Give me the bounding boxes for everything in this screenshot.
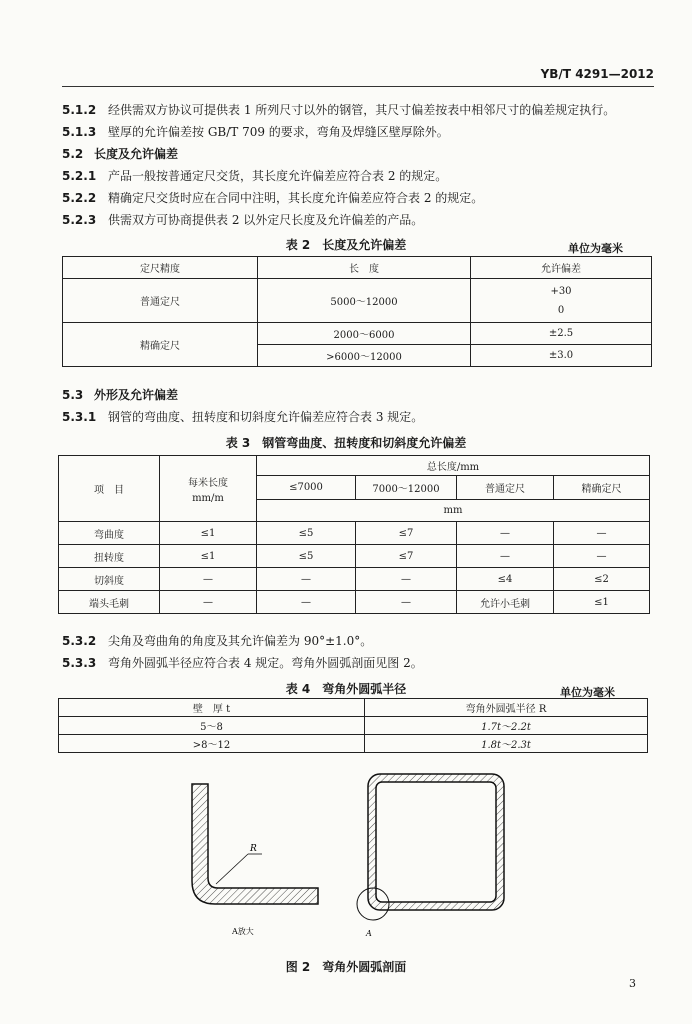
- table4: [58, 698, 648, 753]
- table3-cell: —: [257, 591, 356, 614]
- table3-cell: —: [356, 591, 457, 614]
- table3-cell: ≤1: [160, 522, 257, 545]
- table-row: [59, 591, 650, 614]
- heading-5-2: [62, 145, 178, 162]
- tol-minus: 0: [557, 304, 565, 316]
- page-number: 3: [629, 977, 636, 990]
- paragraph-5-3-1: [62, 408, 423, 425]
- paragraph-5-3-3: [62, 654, 423, 671]
- clause-text: 供需双方可协商提供表 2 以外定尺长度及允许偏差的产品。: [108, 213, 424, 227]
- table2-cell: >6000～12000: [258, 345, 471, 367]
- tol-plus: +30: [550, 285, 572, 297]
- table3-cell: —: [457, 545, 554, 568]
- table3-header-mm: mm: [257, 500, 650, 522]
- table4-cell: >8～12: [59, 735, 365, 753]
- paragraph-5-2-1: [62, 167, 447, 184]
- radius-leader: [216, 854, 248, 884]
- table3-cell: ≤5: [257, 545, 356, 568]
- table3-cell: ≤7: [356, 545, 457, 568]
- table3-cell: 切斜度: [59, 568, 160, 591]
- table2-caption: 表 2 长度及允许偏差: [285, 238, 407, 252]
- table3-cell: —: [160, 591, 257, 614]
- table3-cell: —: [457, 522, 554, 545]
- table2-cell: 5000～12000: [258, 279, 471, 323]
- figure-caption: 图 2 弯角外圆弧剖面: [285, 960, 407, 974]
- table3-header-col: 精确定尺: [554, 476, 650, 500]
- table3-cell: 端头毛刺: [59, 591, 160, 614]
- table3-cell: —: [554, 545, 650, 568]
- radius-label: R: [250, 844, 257, 854]
- paragraph-5-2-2: [62, 189, 483, 206]
- header-rule: [62, 86, 654, 87]
- paragraph-5-1-3: [62, 123, 449, 140]
- table3-cell: —: [160, 568, 257, 591]
- table2-cell: 普通定尺: [63, 279, 258, 323]
- clause-text: 产品一般按普通定尺交货，其长度允许偏差应符合表 2 的规定。: [108, 169, 448, 183]
- paragraph-5-1-2: [62, 101, 615, 118]
- table2-cell: ±2.5: [471, 323, 652, 345]
- paragraph-5-3-2: [62, 632, 372, 649]
- clause-text: 尖角及弯曲角的角度及其允许偏差为 90°±1.0°。: [108, 634, 373, 648]
- table2-header-type: 定尺精度: [63, 257, 258, 279]
- table2-header-length: 长 度: [258, 257, 471, 279]
- table3-cell: ≤2: [554, 568, 650, 591]
- per-m-label: 每米长度: [188, 477, 228, 489]
- table3-cell: ≤4: [457, 568, 554, 591]
- table4-header-radius: 弯角外圆弧半径 R: [365, 699, 648, 717]
- clause-text: 钢管的弯曲度、扭转度和切斜度允许偏差应符合表 3 规定。: [108, 410, 424, 424]
- clause-number: 5.2.2: [62, 191, 97, 205]
- standard-code: YB/T 4291—2012: [540, 67, 654, 81]
- table3-header-col: 普通定尺: [457, 476, 554, 500]
- table-row: [59, 717, 648, 735]
- table3: [58, 455, 650, 614]
- table2: [62, 256, 652, 367]
- table2-cell: 精确定尺: [63, 323, 258, 367]
- table2-header-tolerance: 允许偏差: [471, 257, 652, 279]
- table3-header-per-m: [160, 456, 257, 522]
- clause-number: 5.3.1: [62, 410, 97, 424]
- table3-header-col: ≤7000: [257, 476, 356, 500]
- clause-text: 长度及允许偏差: [94, 147, 179, 161]
- table3-cell: —: [257, 568, 356, 591]
- clause-text: 壁厚的允许偏差按 GB/T 709 的要求，弯角及焊缝区壁厚除外。: [108, 125, 449, 139]
- clause-number: 5.3.3: [62, 656, 97, 670]
- table4-cell: 1.7t～2.2t: [365, 717, 648, 735]
- table3-cell: ≤1: [554, 591, 650, 614]
- table3-cell: ≤1: [160, 545, 257, 568]
- table3-cell: ≤7: [356, 522, 457, 545]
- clause-text: 经供需双方协议可提供表 1 所列尺寸以外的钢管，其尺寸偏差按表中相邻尺寸的偏差规定执行。: [108, 103, 616, 117]
- paragraph-5-2-3: [62, 211, 423, 228]
- table2-cell: [471, 279, 652, 323]
- clause-number: 5.2: [62, 147, 84, 161]
- detail-label-a: A: [366, 929, 372, 938]
- clause-text: 弯角外圆弧半径应符合表 4 规定。弯角外圆弧剖面见图 2。: [108, 656, 423, 670]
- enlarged-label: A放大: [232, 927, 254, 936]
- table3-header-total: 总长度/mm: [257, 456, 650, 476]
- table4-caption: 表 4 弯角外圆弧半径: [285, 682, 407, 696]
- per-m-unit: mm/m: [192, 492, 224, 504]
- table3-cell: —: [554, 522, 650, 545]
- table3-header-col: 7000～12000: [356, 476, 457, 500]
- table-row: [59, 522, 650, 545]
- clause-number: 5.1.2: [62, 103, 97, 117]
- table3-header-item: 项 目: [59, 456, 160, 522]
- table-row: [59, 735, 648, 753]
- table-row: [59, 568, 650, 591]
- clause-number: 5.2.1: [62, 169, 97, 183]
- table2-unit: 单位为毫米: [568, 242, 623, 255]
- table2-cell: ±3.0: [471, 345, 652, 367]
- table4-header-thickness: 壁 厚 t: [59, 699, 365, 717]
- clause-text: 外形及允许偏差: [94, 388, 179, 402]
- table4-cell: 1.8t～2.3t: [365, 735, 648, 753]
- table4-unit: 单位为毫米: [560, 686, 615, 699]
- clause-text: 精确定尺交货时应在合同中注明，其长度允许偏差应符合表 2 的规定。: [108, 191, 484, 205]
- clause-number: 5.1.3: [62, 125, 97, 139]
- clause-number: 5.3: [62, 388, 84, 402]
- clause-number: 5.3.2: [62, 634, 97, 648]
- table-row: [59, 545, 650, 568]
- table3-caption: 表 3 钢管弯曲度、扭转度和切斜度允许偏差: [225, 436, 467, 450]
- table3-cell: ≤5: [257, 522, 356, 545]
- table3-cell: 允许小毛刺: [457, 591, 554, 614]
- table3-cell: —: [356, 568, 457, 591]
- clause-number: 5.2.3: [62, 213, 97, 227]
- table4-cell: 5～8: [59, 717, 365, 735]
- table3-cell: 弯曲度: [59, 522, 160, 545]
- figure-bend-section: [170, 766, 540, 956]
- heading-5-3: [62, 386, 178, 403]
- tube-inner: [376, 782, 496, 902]
- table3-cell: 扭转度: [59, 545, 160, 568]
- table2-cell: 2000～6000: [258, 323, 471, 345]
